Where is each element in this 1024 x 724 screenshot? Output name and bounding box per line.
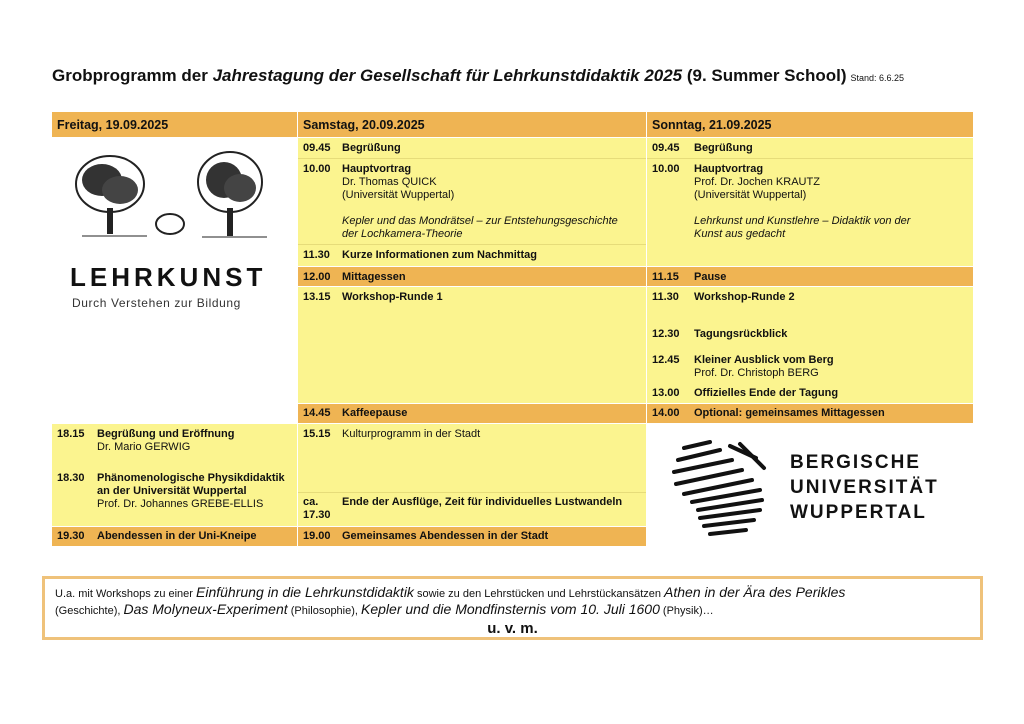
row-divider [647,158,973,159]
schedule-text: 19.30 [57,530,85,542]
fri-opening: Begrüßung und Eröffnung [97,428,235,440]
stand-date: Stand: 6.6.25 [850,73,905,83]
sun-lunch: Optional: gemeinsames Mittagessen [694,407,885,419]
schedule-text: 09.45 [652,142,680,154]
uni-line1: BERGISCHE [790,452,921,473]
schedule-text: 09.45 [303,142,331,154]
uni-line3: WUPPERTAL [790,502,927,523]
schedule-text: Kepler und das Mondrätsel – zur Entstehungsgeschichte [342,215,618,227]
schedule-text: 14.45 [303,407,331,419]
sat-greeting: Begrüßung [342,142,401,154]
schedule-text: Kunst aus gedacht [694,228,786,240]
sat-lunch: Mittagessen [342,271,406,283]
schedule-text: Dr. Thomas QUICK [342,176,437,188]
sun-close: Offizielles Ende der Tagung [694,387,839,399]
schedule-text: Prof. Dr. Jochen KRAUTZ [694,176,820,188]
trees-icon [52,138,297,268]
sat-end: Ende der Ausflüge, Zeit für individuelles Lustwandeln [342,496,623,508]
fri-talk: Phänomenologische Physikdidaktik [97,472,285,484]
schedule-text: 13.00 [652,387,680,399]
page-title: Grobprogramm der Jahrestagung der Gesellschaft für Lehrkunstdidaktik 2025 (9. Summer School) Stand: 6.6.25 [52,66,905,85]
sat-dinner: Gemeinsames Abendessen in der Stadt [342,530,549,542]
lehrkunst-tagline: Durch Verstehen zur Bildung [72,296,241,310]
sat-culture: Kulturprogramm in der Stadt [342,428,481,440]
schedule-text: 12.30 [652,328,680,340]
schedule-text: 12.45 [652,354,680,366]
schedule-text: Prof. Dr. Christoph BERG [694,367,819,379]
schedule-text: 10.00 [652,163,680,175]
schedule-text: 15.15 [303,428,331,440]
schedule-text: Prof. Dr. Johannes GREBE-ELLIS [97,498,264,510]
sun-workshop: Workshop-Runde 2 [694,291,795,303]
schedule-text: 11.30 [652,291,679,303]
sun-review: Tagungsrückblick [694,328,788,340]
header-sunday: Sonntag, 21.09.2025 [647,112,973,137]
schedule-text: 13.15 [303,291,331,303]
schedule-text: 11.30 [303,249,330,261]
header-friday: Freitag, 19.09.2025 [52,112,297,137]
schedule-text: 19.00 [303,530,331,542]
header-saturday: Samstag, 20.09.2025 [298,112,646,137]
schedule-text: Lehrkunst und Kunstlehre – Didaktik von der [694,215,911,227]
sun-pause: Pause [694,271,727,283]
sat-workshop: Workshop-Runde 1 [342,291,443,303]
schedule-text: (Universität Wuppertal) [694,189,807,201]
schedule-text: 11.15 [652,271,679,283]
schedule-text: der Lochkamera-Theorie [342,228,463,240]
wuppertal-lion-icon [670,438,770,542]
workshop-note: U.a. mit Workshops zu einer Einführung in die Lehrkunstdidaktik sowie zu den Lehrstücken und Lehrstückansätzen Athen in der Ära des Perikles (Geschichte), Das Molyneux-Experiment (Philosophie), Kepler und die Mondfinsternis vom 10. Juli 1600 (Physik)… u. v. m. [42,576,983,640]
schedule-text: 17.30 [303,509,331,521]
schedule-text: 10.00 [303,163,331,175]
schedule-text: 14.00 [652,407,680,419]
schedule-text: 18.30 [57,472,85,484]
schedule-text: ca. [303,496,319,508]
lehrkunst-logo [52,138,297,424]
sun-keynote: Hauptvortrag [694,163,764,175]
uvm-text: u. v. m. [487,620,538,637]
schedule-text: Dr. Mario GERWIG [97,441,191,453]
row-divider [298,244,646,245]
sun-outlook: Kleiner Ausblick vom Berg [694,354,834,366]
schedule-text: an der Universität Wuppertal [97,485,247,497]
row-divider [298,492,646,493]
sat-info: Kurze Informationen zum Nachmittag [342,249,537,261]
fri-dinner: Abendessen in der Uni-Kneipe [97,530,257,542]
sun-greeting: Begrüßung [694,142,753,154]
schedule-text: 12.00 [303,271,331,283]
schedule-text: (Universität Wuppertal) [342,189,455,201]
sat-coffee: Kaffeepause [342,407,408,419]
row-divider [298,158,646,159]
schedule-text: 18.15 [57,428,85,440]
university-logo [670,438,970,548]
uni-line2: UNIVERSITÄT [790,477,939,498]
lehrkunst-word: LEHRKUNST [70,262,267,292]
sat-keynote: Hauptvortrag [342,163,412,175]
